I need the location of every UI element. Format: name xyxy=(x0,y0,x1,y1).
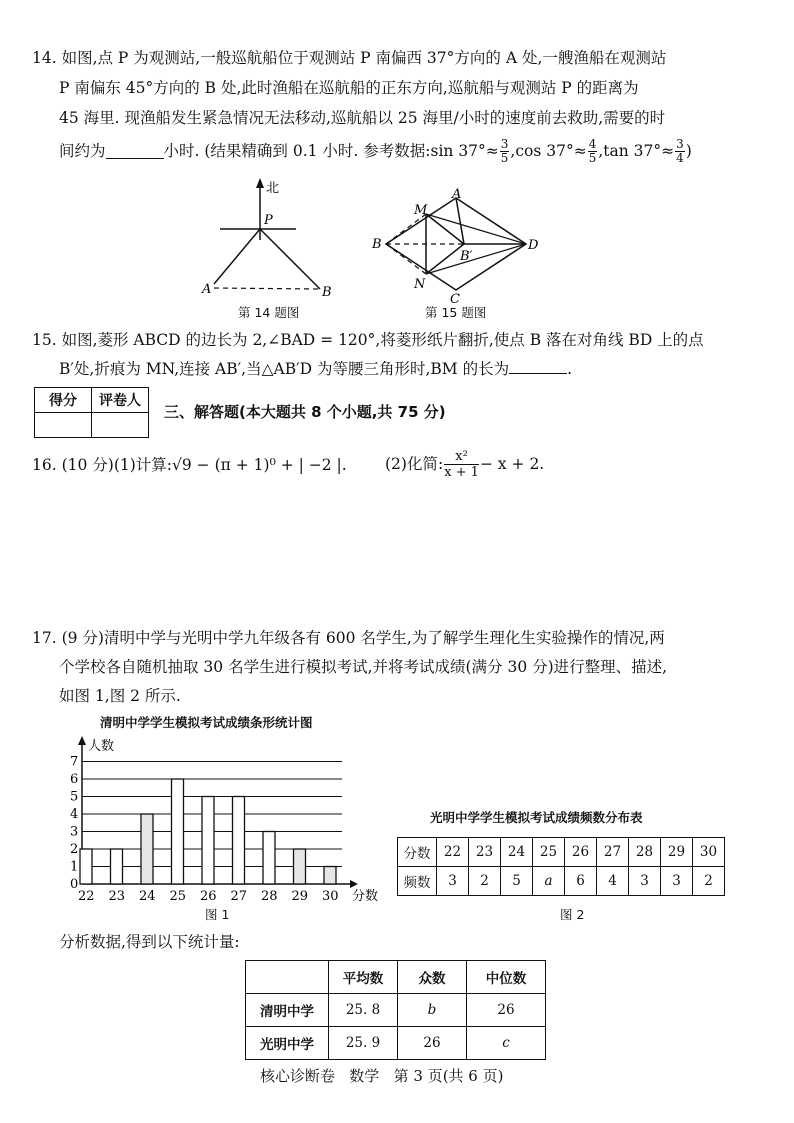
freq-count-cell: 3 xyxy=(661,867,693,896)
figure-2-caption: 图 2 xyxy=(560,907,585,922)
section-3-heading: 三、解答题(本大题共 8 个小题,共 75 分) xyxy=(164,403,446,421)
x-tick-label: 23 xyxy=(108,889,126,904)
fig14-label-p: P xyxy=(264,213,273,228)
freq-score-cell: 23 xyxy=(469,838,501,867)
analysis-text: 分析数据,得到以下统计量: xyxy=(59,933,240,951)
bar-24 xyxy=(141,814,153,884)
freq-count-cell: 3 xyxy=(437,867,469,896)
fig15-caption: 第 15 题图 xyxy=(425,305,487,320)
fig15-label-b: B xyxy=(372,237,382,252)
chart-title: 清明中学学生模拟考试成绩条形统计图 xyxy=(100,715,313,730)
figure-15 xyxy=(368,186,548,304)
bar-23 xyxy=(111,849,123,884)
q15-line-2 xyxy=(59,358,572,379)
score-box xyxy=(34,387,149,438)
y-tick-label: 0 xyxy=(70,877,79,892)
stats-value-cell: c xyxy=(467,1027,546,1060)
q14-text-c: ,cos 37°≈ xyxy=(510,142,587,160)
frequency-table xyxy=(397,837,725,896)
y-tick-label: 6 xyxy=(70,772,79,787)
stats-value-cell: 25. 8 xyxy=(329,994,398,1027)
q14-text-b: 小时. (结果精确到 0.1 小时. 参考数据:sin 37°≈ xyxy=(163,142,499,160)
x-axis-label: 分数 xyxy=(352,889,379,904)
figure-1-caption: 图 1 xyxy=(205,907,230,922)
q14-text-a: 间约为 xyxy=(59,142,106,160)
freq-score-cell: 26 xyxy=(565,838,597,867)
grader-header: 评卷人 xyxy=(92,388,149,413)
score-header: 得分 xyxy=(35,388,92,413)
q14-answer-blank[interactable] xyxy=(106,143,164,159)
y-tick-label: 3 xyxy=(70,824,79,840)
grader-cell[interactable] xyxy=(92,413,149,438)
page-footer: 核心诊断卷 数学 第 3 页(共 6 页) xyxy=(260,1067,504,1085)
bar-22 xyxy=(80,849,92,884)
fraction-tan: $\frac{3}{4}$ xyxy=(676,136,684,165)
q14-line-3: 45 海里. 现渔船发生紧急情况无法移动,巡航船以 25 海里/小时的速度前去救助,需要的时 xyxy=(59,109,666,127)
y-tick-label: 2 xyxy=(70,842,79,857)
stats-value-cell: 26 xyxy=(398,1027,467,1060)
statistics-table xyxy=(245,960,546,1060)
freq-row-count xyxy=(398,867,725,896)
stats-header-row xyxy=(246,961,546,994)
freq-header-score: 分数 xyxy=(398,838,437,867)
q14-line-2: P 南偏东 45°方向的 B 处,此时渔船在巡航船的正东方向,巡航船与观测站 P 的距离为 xyxy=(59,79,639,97)
q16-part2-rest: − x + 2. xyxy=(479,455,545,473)
y-tick-label: 7 xyxy=(70,754,79,770)
freq-count-cell: 5 xyxy=(501,867,533,896)
x-tick-label: 25 xyxy=(169,889,187,904)
y-tick-label: 4 xyxy=(70,807,79,822)
q15-text-a: B′处,折痕为 MN,连接 AB′,当△AB′D 为等腰三角形时,BM 的长为 xyxy=(59,360,510,378)
stats-school-cell: 光明中学 xyxy=(246,1027,329,1060)
q17-line-1: 17. (9 分)清明中学与光明中学九年级各有 600 名学生,为了解学生理化生实验操作的情况,两 xyxy=(32,629,665,647)
y-axis-label: 人数 xyxy=(88,739,115,754)
y-tick-label: 5 xyxy=(70,789,79,805)
fig14-north-label: 北 xyxy=(266,181,280,196)
fraction-cos: $\frac{4}{5}$ xyxy=(588,136,597,165)
fraction-sin: $\frac{3}{5}$ xyxy=(500,136,509,165)
score-cell[interactable] xyxy=(35,413,92,438)
q17-line-2: 个学校各自随机抽取 30 名学生进行模拟考试,并将考试成绩(满分 30 分)进行整理、描述, xyxy=(59,658,668,676)
stats-value-cell: b xyxy=(398,994,467,1027)
x-tick-label: 28 xyxy=(261,889,278,904)
bar-29 xyxy=(294,849,306,884)
x-axis-arrow xyxy=(350,880,358,888)
bar-28 xyxy=(263,832,275,885)
freq-row-score xyxy=(398,838,725,867)
bar-26 xyxy=(202,797,214,885)
freq-table-title: 光明中学学生模拟考试成绩频数分布表 xyxy=(430,810,643,825)
stats-header-cell: 众数 xyxy=(398,961,467,994)
q16-part2-label: (2)化简: xyxy=(385,455,444,473)
stats-row xyxy=(246,1027,546,1060)
bar-chart-figure-1 xyxy=(60,732,380,904)
q15-line-1: 15. 如图,菱形 ABCD 的边长为 2,∠BAD = 120°,将菱形纸片翻折,使点 B 落在对角线 BD 上的点 xyxy=(32,331,704,349)
x-tick-label: 26 xyxy=(200,889,217,904)
figure-14 xyxy=(190,172,350,307)
freq-score-cell: 30 xyxy=(693,838,725,867)
fig15-label-a: A xyxy=(452,187,462,202)
q15-answer-blank[interactable] xyxy=(509,358,567,374)
fig15-label-n: N xyxy=(414,277,426,292)
freq-count-cell: 2 xyxy=(469,867,501,896)
bar-27 xyxy=(233,797,245,885)
freq-score-cell: 25 xyxy=(533,838,565,867)
fig14-label-a: A xyxy=(202,282,212,297)
freq-count-cell: 6 xyxy=(565,867,597,896)
freq-score-cell: 24 xyxy=(501,838,533,867)
fig15-label-c: C xyxy=(450,292,460,304)
bar-25 xyxy=(172,779,184,884)
fig14-caption: 第 14 题图 xyxy=(238,305,300,320)
x-tick-label: 30 xyxy=(322,889,339,904)
q14-line-1: 14. 如图,点 P 为观测站,一般巡航船位于观测站 P 南偏西 37°方向的 A 处,一艘渔船在观测站 xyxy=(32,49,667,67)
x-tick-label: 29 xyxy=(291,889,309,904)
x-tick-label: 22 xyxy=(78,889,95,904)
q16-part-2 xyxy=(385,444,544,484)
freq-count-cell: 2 xyxy=(693,867,725,896)
y-tick-label: 1 xyxy=(70,859,79,875)
fig15-label-m: M xyxy=(414,203,428,218)
x-tick-label: 24 xyxy=(139,889,156,904)
freq-score-cell: 27 xyxy=(597,838,629,867)
q17-line-3: 如图 1,图 2 所示. xyxy=(59,687,181,705)
fig14-label-b: B xyxy=(322,285,332,300)
fig15-label-d: D xyxy=(528,238,539,253)
q16-part-1: 16. (10 分)(1)计算:√9 − (π + 1)⁰ + | −2 |. xyxy=(32,456,347,474)
freq-count-cell: 4 xyxy=(597,867,629,896)
q16-fraction: $\frac{\text{x²}}{x + 1}$ xyxy=(444,448,479,480)
bar-30 xyxy=(324,867,336,885)
stats-school-cell: 清明中学 xyxy=(246,994,329,1027)
freq-score-cell: 28 xyxy=(629,838,661,867)
freq-count-cell: a xyxy=(533,867,565,896)
stats-value-cell: 25. 9 xyxy=(329,1027,398,1060)
fig15-label-bprime: B′ xyxy=(460,249,473,264)
stats-row xyxy=(246,994,546,1027)
freq-header-count: 频数 xyxy=(398,867,437,896)
freq-count-cell: 3 xyxy=(629,867,661,896)
stats-header-cell: 中位数 xyxy=(467,961,546,994)
y-axis-arrow xyxy=(78,736,86,745)
stats-value-cell: 26 xyxy=(467,994,546,1027)
freq-score-cell: 22 xyxy=(437,838,469,867)
q15-text-b: . xyxy=(567,360,573,378)
freq-score-cell: 29 xyxy=(661,838,693,867)
q14-text-d: ,tan 37°≈ xyxy=(598,142,675,160)
stats-header-cell: 平均数 xyxy=(329,961,398,994)
stats-header-cell xyxy=(246,961,329,994)
q14-line-4 xyxy=(59,136,692,166)
q14-text-e: ) xyxy=(685,142,692,160)
x-tick-label: 27 xyxy=(230,889,248,904)
